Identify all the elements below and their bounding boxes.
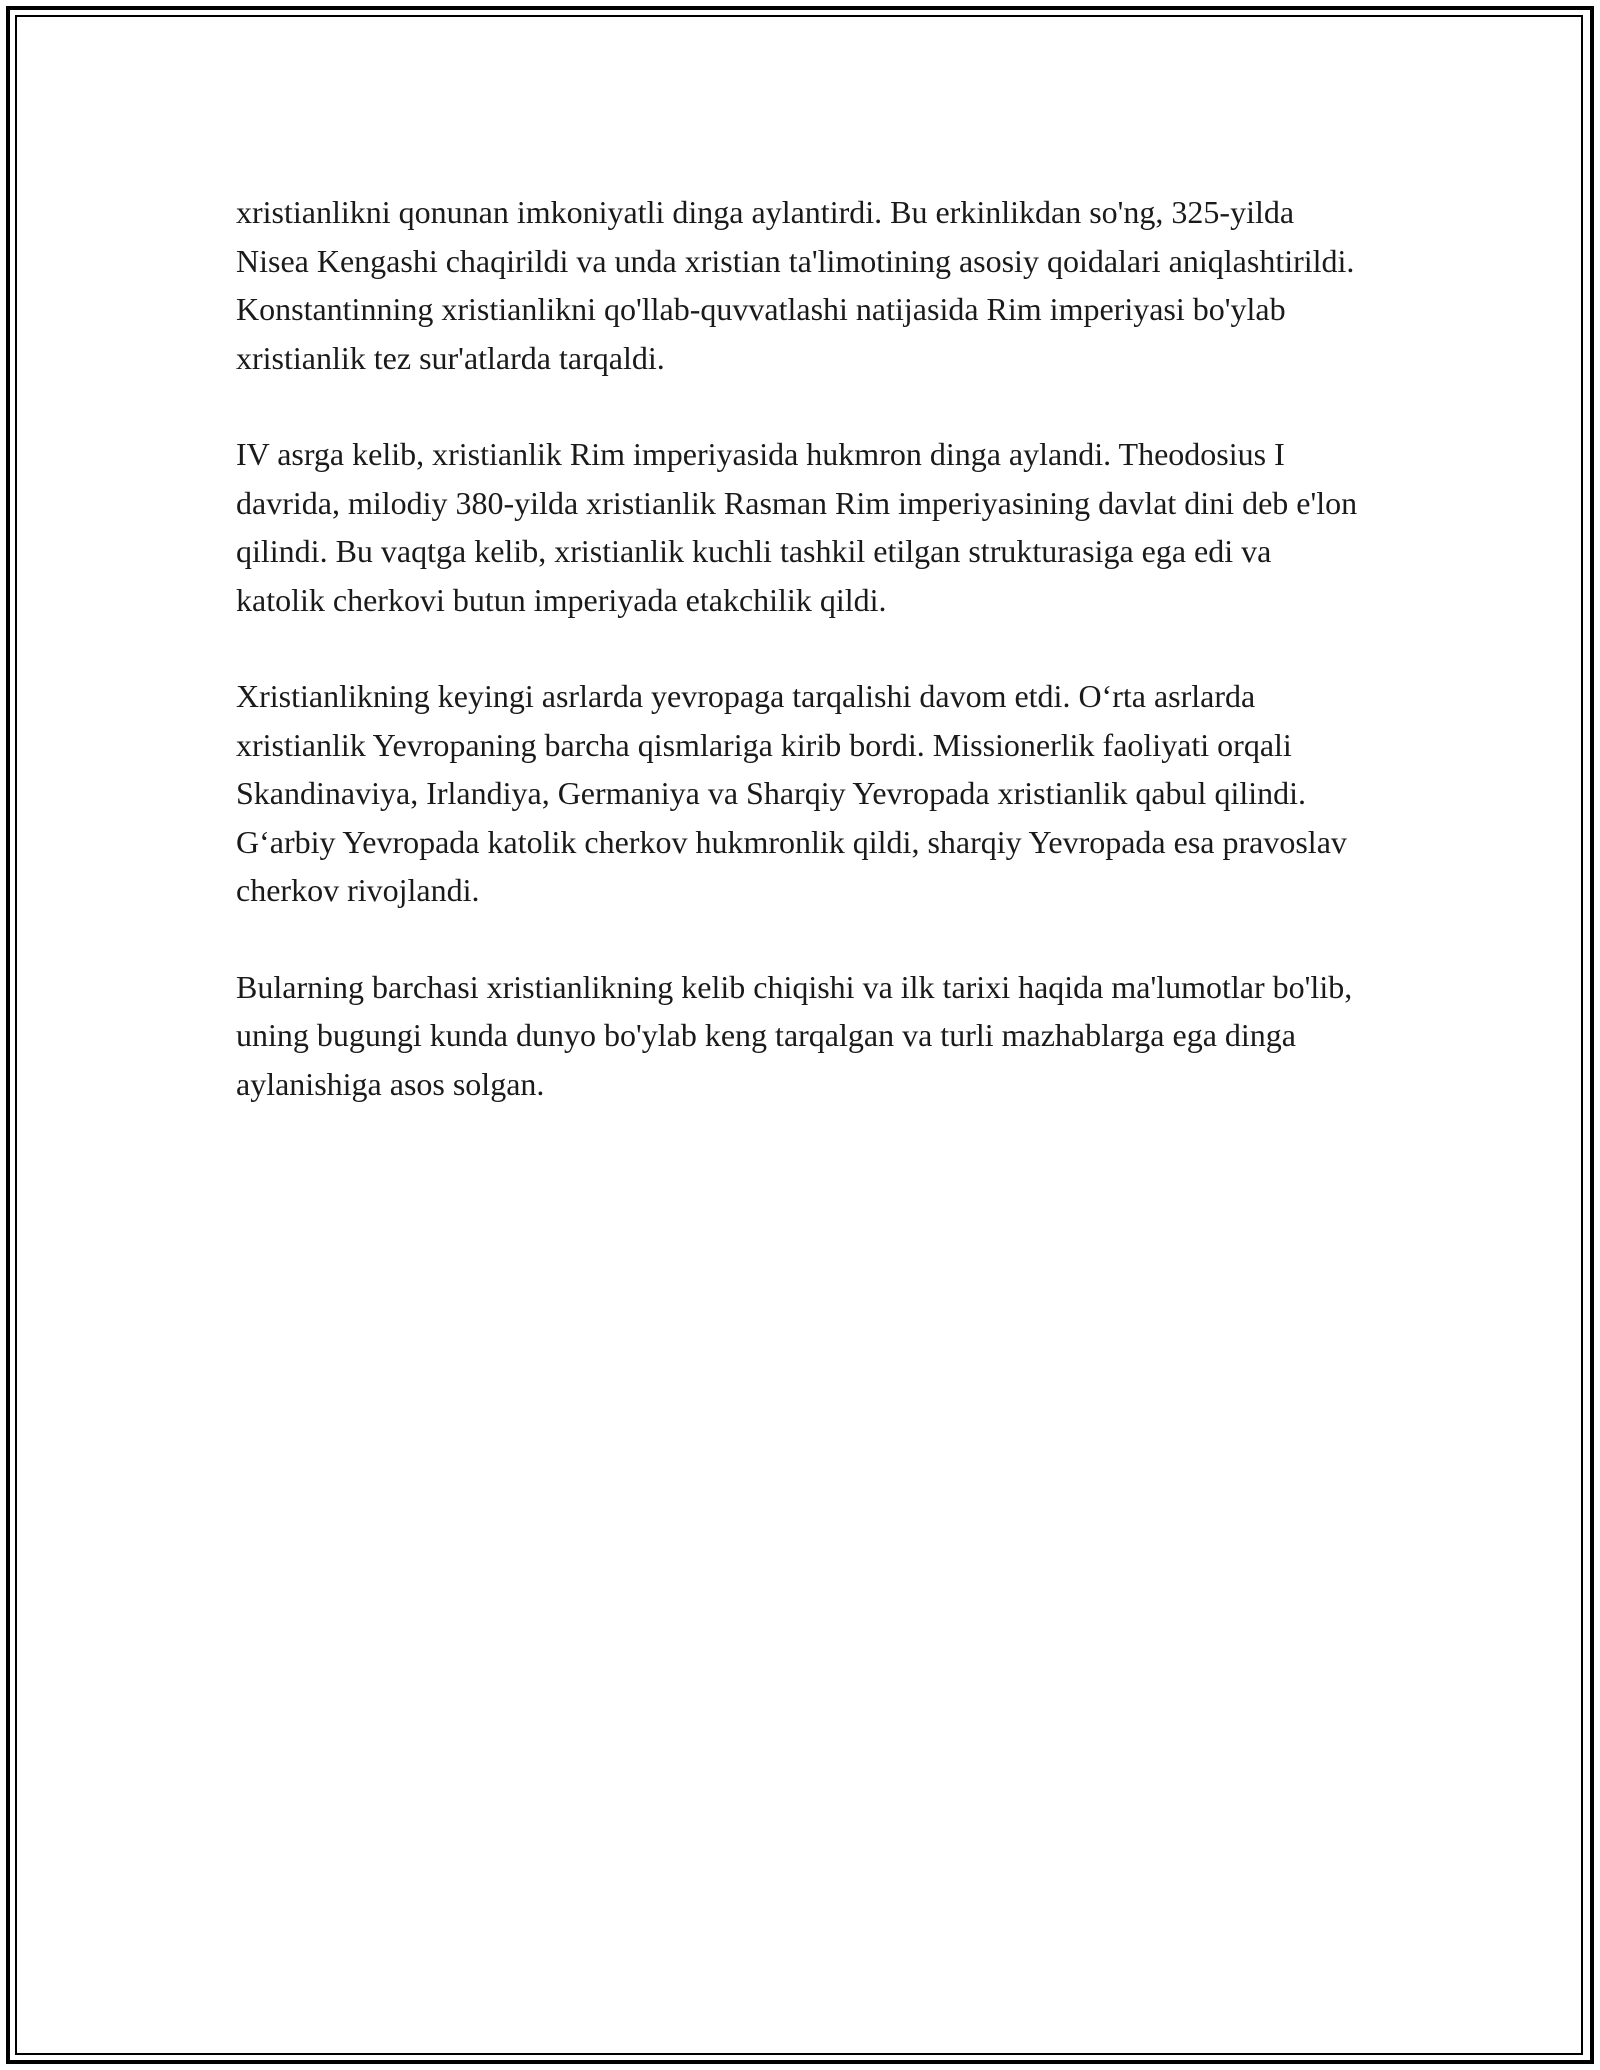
paragraph-3: Xristianlikning keyingi asrlarda yevropaga tarqalishi davom etdi. O‘rta asrlarda xristianlik Yevropaning barcha qismlariga kirib bordi. Missionerlik faoliyati orqali Skandinaviya, Irlandiya, Germaniya va Sharqiy Yevropada xristianlik qabul qilindi. G‘arbiy Yevropada katolik cherkov hukmronlik qildi, sharqiy Yevropada esa pravoslav cherkov rivojlandi.	[236, 678, 1347, 908]
paragraph-4: Bularning barchasi xristianlikning kelib chiqishi va ilk tarixi haqida ma'lumotlar bo'lib, uning bugungi kunda dunyo bo'ylab keng tarqalgan va turli mazhablarga ega dinga aylanishiga asos solgan.	[236, 968, 1353, 1102]
paragraph-2: IV asrga kelib, xristianlik Rim imperiyasida hukmron dinga aylandi. Theodosius I davrida, milodiy 380-yilda xristianlik Rasman Rim imperiyasining davlat dini deb e'lon qilindi. Bu vaqtga kelib, xristianlik kuchli tashkil etilgan strukturasiga ega edi va katolik cherkovi butun imperiyada etakchilik qildi.	[236, 436, 1358, 618]
document-body	[236, 188, 1366, 1156]
paragraph-1: xristianlikni qonunan imkoniyatli dinga aylantirdi. Bu erkinlikdan so'ng, 325-yilda Nisea Kengashi chaqirildi va unda xristian ta'limotining asosiy qoidalari aniqlashtirildi. Konstantinning xristianlikni qo'llab-quvvatlashi natijasida Rim imperiyasi bo'ylab xristianlik tez sur'atlarda tarqaldi.	[236, 194, 1355, 376]
